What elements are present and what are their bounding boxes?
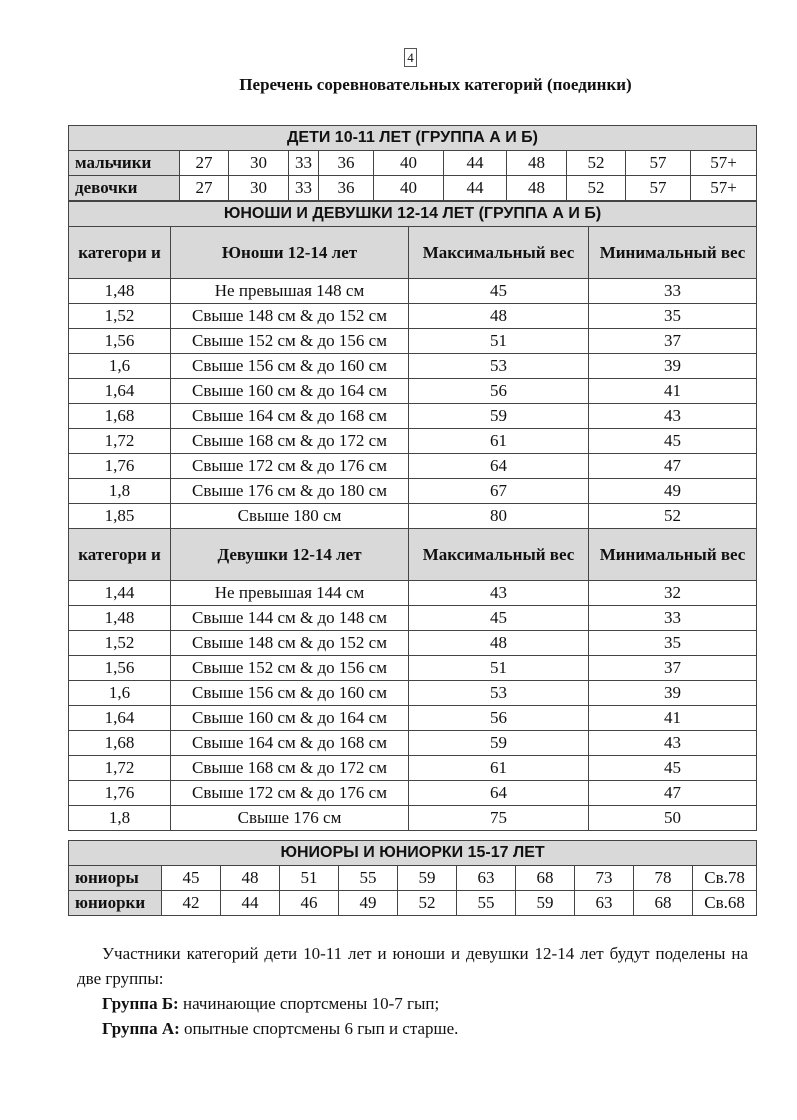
- height-range-cell: Свыше 176 см & до 180 см: [171, 479, 409, 504]
- category-cell: 1,56: [69, 656, 171, 681]
- height-range-cell: Свыше 172 см & до 176 см: [171, 454, 409, 479]
- section-header: ЮНИОРЫ И ЮНИОРКИ 15-17 ЛЕТ: [69, 841, 757, 866]
- weight-cell: 40: [374, 151, 444, 176]
- row-label: юниоры: [69, 866, 162, 891]
- column-header-category: категори и: [69, 227, 171, 279]
- children-table: [68, 125, 757, 201]
- min-weight-cell: 33: [589, 279, 757, 304]
- height-range-cell: Свыше 152 см & до 156 см: [171, 656, 409, 681]
- weight-cell: 52: [398, 891, 457, 916]
- weight-cell: 30: [229, 151, 289, 176]
- category-cell: 1,72: [69, 756, 171, 781]
- table-row: [69, 891, 757, 916]
- weight-cell: 52: [567, 176, 626, 201]
- group-a-line: [77, 1016, 773, 1041]
- category-cell: 1,64: [69, 379, 171, 404]
- table-row: [69, 202, 757, 227]
- table-row: [69, 479, 757, 504]
- max-weight-cell: 61: [409, 756, 589, 781]
- max-weight-cell: 45: [409, 606, 589, 631]
- group-a-text: опытные спортсмены 6 гып и старше.: [179, 1019, 459, 1038]
- row-label: девочки: [69, 176, 180, 201]
- weight-cell: 27: [180, 176, 229, 201]
- weight-cell: 27: [180, 151, 229, 176]
- juniors-table: [68, 840, 757, 916]
- max-weight-cell: 51: [409, 329, 589, 354]
- table-row: [69, 429, 757, 454]
- height-range-cell: Не превышая 144 см: [171, 581, 409, 606]
- weight-cell: 44: [444, 176, 507, 201]
- min-weight-cell: 39: [589, 354, 757, 379]
- category-cell: 1,8: [69, 479, 171, 504]
- weight-cell: 49: [339, 891, 398, 916]
- height-range-cell: Свыше 156 см & до 160 см: [171, 681, 409, 706]
- min-weight-cell: 41: [589, 706, 757, 731]
- height-range-cell: Свыше 164 см & до 168 см: [171, 404, 409, 429]
- table-row: [69, 781, 757, 806]
- height-range-cell: Свыше 156 см & до 160 см: [171, 354, 409, 379]
- column-header-group: Девушки 12-14 лет: [171, 529, 409, 581]
- height-range-cell: Свыше 144 см & до 148 см: [171, 606, 409, 631]
- category-cell: 1,72: [69, 429, 171, 454]
- table-row: [69, 379, 757, 404]
- column-header-max-weight: Максимальный вес: [409, 529, 589, 581]
- table-row: [69, 329, 757, 354]
- weight-cell: 63: [575, 891, 634, 916]
- weight-cell: Св.68: [693, 891, 757, 916]
- table-row: [69, 454, 757, 479]
- min-weight-cell: 49: [589, 479, 757, 504]
- weight-cell: 30: [229, 176, 289, 201]
- category-cell: 1,44: [69, 581, 171, 606]
- min-weight-cell: 43: [589, 404, 757, 429]
- table-row: [69, 404, 757, 429]
- min-weight-cell: 33: [589, 606, 757, 631]
- category-cell: 1,85: [69, 504, 171, 529]
- page-number: 4: [404, 48, 417, 67]
- max-weight-cell: 56: [409, 706, 589, 731]
- weight-cell: 46: [280, 891, 339, 916]
- min-weight-cell: 37: [589, 329, 757, 354]
- groups-paragraph: Участники категорий дети 10-11 лет и юноши и девушки 12-14 лет будут поделены на две группы:: [77, 944, 748, 988]
- category-cell: 1,76: [69, 781, 171, 806]
- table-row: [69, 681, 757, 706]
- category-cell: 1,48: [69, 606, 171, 631]
- max-weight-cell: 53: [409, 681, 589, 706]
- category-cell: 1,48: [69, 279, 171, 304]
- category-cell: 1,8: [69, 806, 171, 831]
- min-weight-cell: 35: [589, 304, 757, 329]
- height-range-cell: Свыше 164 см & до 168 см: [171, 731, 409, 756]
- height-range-cell: Свыше 180 см: [171, 504, 409, 529]
- weight-cell: 51: [280, 866, 339, 891]
- weight-cell: 44: [444, 151, 507, 176]
- weight-cell: 63: [457, 866, 516, 891]
- height-range-cell: Свыше 160 см & до 164 см: [171, 706, 409, 731]
- table-row: [69, 354, 757, 379]
- table-row: [69, 631, 757, 656]
- max-weight-cell: 61: [409, 429, 589, 454]
- weight-cell: 73: [575, 866, 634, 891]
- height-range-cell: Свыше 176 см: [171, 806, 409, 831]
- category-cell: 1,64: [69, 706, 171, 731]
- column-header-min-weight: Минимальный вес: [589, 227, 757, 279]
- group-b-label: Группа Б:: [102, 994, 179, 1013]
- max-weight-cell: 45: [409, 279, 589, 304]
- table-row: [69, 866, 757, 891]
- height-range-cell: Свыше 168 см & до 172 см: [171, 756, 409, 781]
- table-row: [69, 656, 757, 681]
- category-cell: 1,68: [69, 731, 171, 756]
- group-b-text: начинающие спортсмены 10-7 гып;: [178, 994, 440, 1013]
- weight-cell: 57+: [691, 176, 757, 201]
- weight-cell: 68: [634, 891, 693, 916]
- weight-cell: 57+: [691, 151, 757, 176]
- height-range-cell: Свыше 148 см & до 152 см: [171, 304, 409, 329]
- weight-cell: 44: [221, 891, 280, 916]
- column-header-category: категори и: [69, 529, 171, 581]
- weight-cell: 57: [626, 151, 691, 176]
- section-header: ЮНОШИ И ДЕВУШКИ 12-14 ЛЕТ (ГРУППА А И Б): [69, 202, 757, 227]
- table-row: [69, 279, 757, 304]
- weight-cell: Св.78: [693, 866, 757, 891]
- min-weight-cell: 45: [589, 429, 757, 454]
- height-range-cell: Свыше 172 см & до 176 см: [171, 781, 409, 806]
- weight-cell: 45: [162, 866, 221, 891]
- weight-cell: 78: [634, 866, 693, 891]
- column-header-max-weight: Максимальный вес: [409, 227, 589, 279]
- max-weight-cell: 64: [409, 454, 589, 479]
- group-a-label: Группа А:: [102, 1019, 180, 1038]
- max-weight-cell: 48: [409, 304, 589, 329]
- section-header: ДЕТИ 10-11 ЛЕТ (ГРУППА А И Б): [69, 126, 757, 151]
- table-row: [69, 529, 757, 581]
- table-row: [69, 581, 757, 606]
- min-weight-cell: 52: [589, 504, 757, 529]
- max-weight-cell: 43: [409, 581, 589, 606]
- max-weight-cell: 59: [409, 404, 589, 429]
- weight-cell: 55: [457, 891, 516, 916]
- max-weight-cell: 75: [409, 806, 589, 831]
- category-cell: 1,52: [69, 304, 171, 329]
- weight-cell: 40: [374, 176, 444, 201]
- min-weight-cell: 37: [589, 656, 757, 681]
- min-weight-cell: 50: [589, 806, 757, 831]
- row-label: мальчики: [69, 151, 180, 176]
- weight-cell: 48: [221, 866, 280, 891]
- max-weight-cell: 67: [409, 479, 589, 504]
- weight-cell: 36: [319, 151, 374, 176]
- category-cell: 1,56: [69, 329, 171, 354]
- table-row: [69, 841, 757, 866]
- max-weight-cell: 53: [409, 354, 589, 379]
- height-range-cell: Свыше 160 см & до 164 см: [171, 379, 409, 404]
- table-row: [69, 151, 757, 176]
- min-weight-cell: 45: [589, 756, 757, 781]
- height-range-cell: Не превышая 148 см: [171, 279, 409, 304]
- max-weight-cell: 48: [409, 631, 589, 656]
- category-cell: 1,76: [69, 454, 171, 479]
- category-cell: 1,52: [69, 631, 171, 656]
- weight-cell: 48: [507, 176, 567, 201]
- weight-cell: 52: [567, 151, 626, 176]
- table-row: [69, 304, 757, 329]
- min-weight-cell: 47: [589, 781, 757, 806]
- min-weight-cell: 35: [589, 631, 757, 656]
- max-weight-cell: 64: [409, 781, 589, 806]
- page-title: Перечень соревновательных категорий (поединки): [239, 75, 632, 94]
- table-row: [69, 504, 757, 529]
- category-cell: 1,68: [69, 404, 171, 429]
- min-weight-cell: 43: [589, 731, 757, 756]
- weight-cell: 59: [398, 866, 457, 891]
- weight-cell: 59: [516, 891, 575, 916]
- table-row: [69, 806, 757, 831]
- column-header-group: Юноши 12-14 лет: [171, 227, 409, 279]
- max-weight-cell: 56: [409, 379, 589, 404]
- weight-cell: 57: [626, 176, 691, 201]
- weight-cell: 68: [516, 866, 575, 891]
- weight-cell: 33: [289, 176, 319, 201]
- table-row: [69, 227, 757, 279]
- column-header-min-weight: Минимальный вес: [589, 529, 757, 581]
- height-range-cell: Свыше 148 см & до 152 см: [171, 631, 409, 656]
- table-row: [69, 706, 757, 731]
- min-weight-cell: 47: [589, 454, 757, 479]
- max-weight-cell: 59: [409, 731, 589, 756]
- weight-cell: 55: [339, 866, 398, 891]
- table-row: [69, 756, 757, 781]
- row-label: юниорки: [69, 891, 162, 916]
- table-row: [69, 606, 757, 631]
- group-b-line: [77, 991, 773, 1016]
- category-cell: 1,6: [69, 681, 171, 706]
- table-row: [69, 126, 757, 151]
- max-weight-cell: 51: [409, 656, 589, 681]
- min-weight-cell: 39: [589, 681, 757, 706]
- height-range-cell: Свыше 152 см & до 156 см: [171, 329, 409, 354]
- min-weight-cell: 41: [589, 379, 757, 404]
- weight-cell: 48: [507, 151, 567, 176]
- weight-cell: 42: [162, 891, 221, 916]
- max-weight-cell: 80: [409, 504, 589, 529]
- height-range-cell: Свыше 168 см & до 172 см: [171, 429, 409, 454]
- min-weight-cell: 32: [589, 581, 757, 606]
- table-row: [69, 176, 757, 201]
- youth-table: [68, 201, 757, 831]
- weight-cell: 36: [319, 176, 374, 201]
- table-row: [69, 731, 757, 756]
- weight-cell: 33: [289, 151, 319, 176]
- category-cell: 1,6: [69, 354, 171, 379]
